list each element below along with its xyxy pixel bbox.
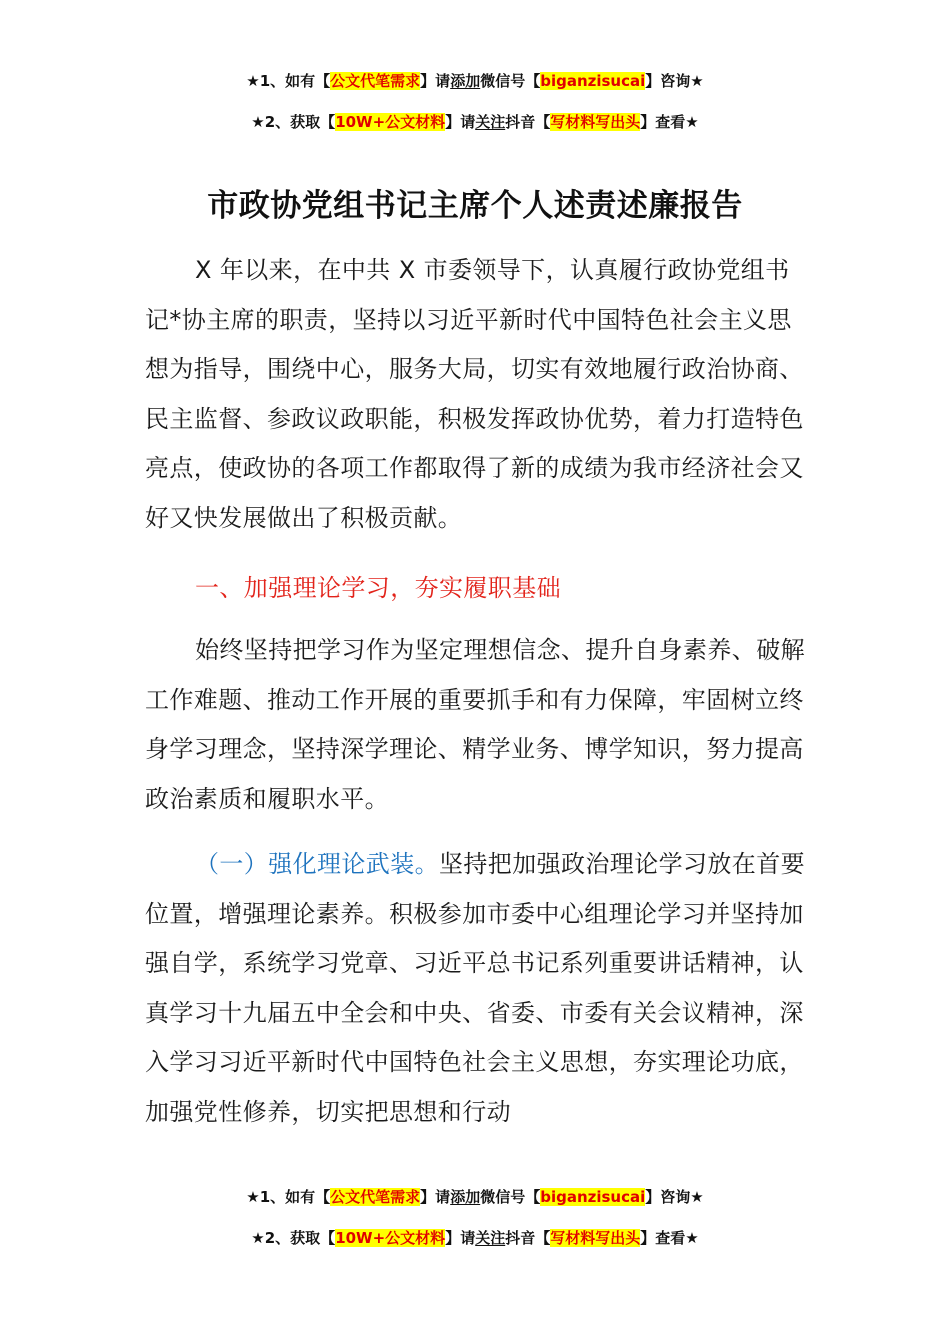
promo-line-1-suffix: 】咨询★ [645,72,704,90]
promo-footer-line-1-prefix: ★1、如有【 [246,1188,331,1206]
promo-footer-tag-wechat-id: biganzisucai [540,1188,646,1206]
promo-footer-line-2 [0,1227,950,1248]
promo-footer-line-2-mid2: 抖音【 [505,1229,551,1247]
promo-line-2-prefix: ★2、获取【 [251,113,336,131]
promo-line-1 [0,70,950,91]
section-heading-1: 一、加强理论学习，夯实履职基础 [195,574,561,602]
subsection-heading-1: （一）强化理论武装。 [195,850,439,878]
promo-tag-materials: 10W+公文材料 [335,113,446,131]
promo-line-1-mid2: 微信号【 [480,72,541,90]
promo-footer-line-1-mid1: 】请 [420,1188,451,1206]
promo-footer-line-2-prefix: ★2、获取【 [251,1229,336,1247]
promo-footer-line-1-emph: 添加 [450,1188,481,1206]
promo-line-1-emph: 添加 [450,72,481,90]
promo-footer-tag-douyin-id: 写材料写出头 [550,1229,641,1247]
section-1-paragraph: 始终坚持把学习作为坚定理想信念、提升自身素养、破解工作难题、推动工作开展的重要抓手和有力保障，牢固树立终身学习理念，坚持深学理论、精学业务、博学知识，努力提高政治素质和履职水平。 [145,636,805,813]
subsection-1-body: 坚持把加强政治理论学习放在首要位置，增强理论素养。积极参加市委中心组理论学习并坚持加强自学，系统学习党章、习近平总书记系列重要讲话精神，认真学习十九届五中全会和中央、省委、市委有关会议精神，深入学习习近平新时代中国特色社会主义思想，夯实理论功底，加强党性修养，切实把思想和行动 [145,850,805,1126]
promo-line-1-prefix: ★1、如有【 [246,72,331,90]
promo-tag-douyin-id: 写材料写出头 [550,113,641,131]
promo-line-2 [0,111,950,132]
promo-footer-line-1-mid2: 微信号【 [480,1188,541,1206]
promo-tag-wechat-id: biganzisucai [540,72,646,90]
promo-footer-tag-writing-service: 公文代笔需求 [330,1188,421,1206]
promo-line-2-mid1: 】请 [445,113,476,131]
promo-line-2-emph: 关注 [475,113,506,131]
promo-line-1-mid1: 】请 [420,72,451,90]
intro-paragraph: X 年以来，在中共 X 市委领导下，认真履行政协党组书记*协主席的职责，坚持以习近平新时代中国特色社会主义思想为指导，围绕中心，服务大局，切实有效地履行政治协商、民主监督、参政议政职能，积极发挥政协优势，着力打造特色亮点，使政协的各项工作都取得了新的成绩为我市经济社会又好又快发展做出了积极贡献。 [145,256,804,532]
promo-footer-tag-materials: 10W+公文材料 [335,1229,446,1247]
document-title: 市政协党组书记主席个人述责述廉报告 [207,188,743,224]
promo-footer-line-1-suffix: 】咨询★ [645,1188,704,1206]
promo-footer-line-1 [0,1186,950,1207]
promo-tag-writing-service: 公文代笔需求 [330,72,421,90]
promo-line-2-mid2: 抖音【 [505,113,551,131]
promo-footer-line-2-emph: 关注 [475,1229,506,1247]
promo-footer-line-2-mid1: 】请 [445,1229,476,1247]
subsection-1-paragraph [145,840,810,1138]
promo-footer-line-2-suffix: 】查看★ [640,1229,699,1247]
promo-line-2-suffix: 】查看★ [640,113,699,131]
